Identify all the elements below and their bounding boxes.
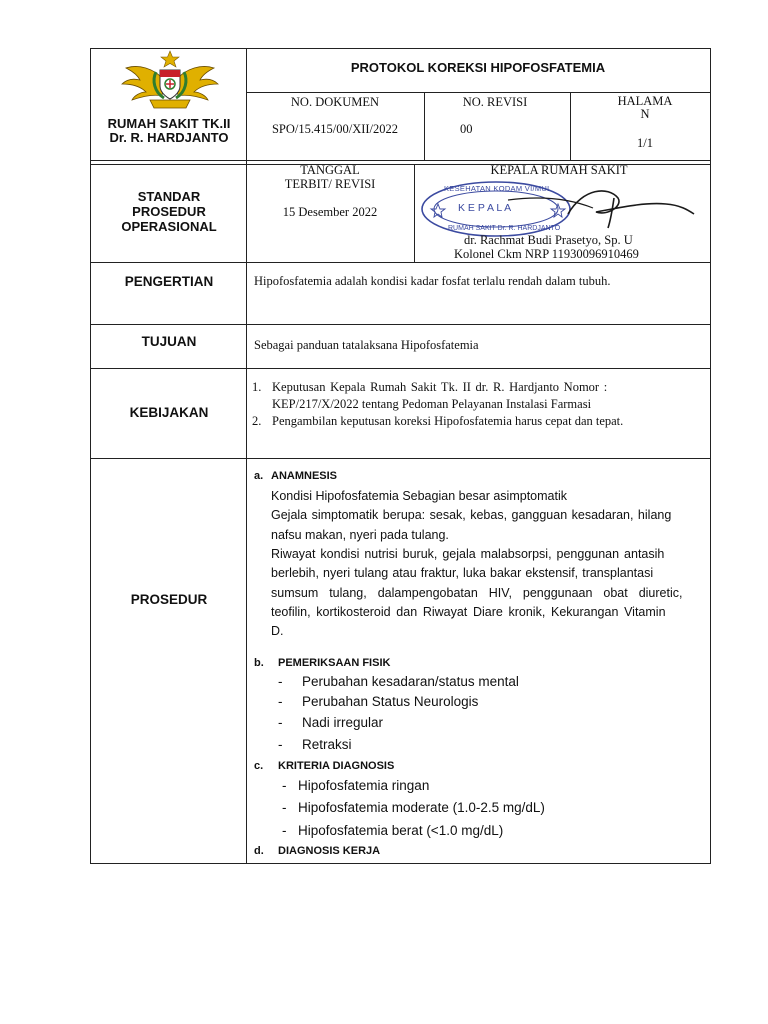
anamnesis-line-4: Riwayat kondisi nutrisi buruk, gejala malabsorpsi, penggunan antasih (271, 547, 665, 561)
anamnesis-letter: a. (254, 470, 264, 482)
anamnesis-line-5: berlebih, nyeri tulang atau fraktur, luka bakar ekstensif, transplantasi (271, 566, 654, 580)
anamnesis-line-8: D. (271, 624, 284, 638)
signer-rank: Kolonel Ckm NRP 11930096910469 (454, 247, 639, 261)
stamp-text-mid: K E P A L A (458, 202, 512, 214)
anamnesis-line-2: Gejala simptomatik berupa: sesak, kebas, gangguan kesadaran, hilang (271, 508, 672, 522)
halaman-label-2: N (640, 107, 650, 121)
halaman-label-1: HALAMA (617, 94, 673, 108)
anamnesis-line-7: teofilin, kortikosteroid dan Riwayat Diare kronik, Kekurangan Vitamin (271, 605, 666, 619)
kebijakan-label: KEBIJAKAN (129, 405, 209, 420)
anamnesis-line-6: sumsum tulang, dalampengobatan HIV, penggunaan obat diuretic, (271, 586, 683, 600)
kebijakan-item1-num: 1. (252, 380, 262, 394)
signer-name: dr. Rachmat Budi Prasetyo, Sp. U (464, 233, 633, 247)
tanggal-label-1: TANGGAL (300, 163, 360, 177)
no-dokumen-label: NO. DOKUMEN (290, 95, 380, 109)
diagnosis-kerja-letter: d. (254, 845, 264, 857)
kebijakan-item1-line1: Keputusan Kepala Rumah Sakit Tk. II dr. R. Hardjanto Nomor : (272, 380, 608, 394)
kebijakan-item2-num: 2. (252, 414, 262, 428)
anamnesis-line-3: nafsu makan, nyeri pada tulang. (271, 528, 449, 542)
no-revisi-label: NO. REVISI (462, 95, 528, 109)
kebijakan-item2-line1: Pengambilan keputusan koreksi Hipofosfatemia harus cepat dan tepat. (272, 414, 624, 428)
no-revisi-value: 00 (460, 122, 473, 136)
sop-label: STANDAR PROSEDUR OPERASIONAL (121, 189, 217, 234)
halaman-value: 1/1 (637, 136, 653, 150)
hospital-name: RUMAH SAKIT TK.II Dr. R. HARDJANTO (107, 116, 231, 145)
kriteria-title: KRITERIA DIAGNOSIS (278, 760, 395, 772)
kriteria-letter: c. (254, 760, 264, 772)
pengertian-label: PENGERTIAN (124, 274, 214, 289)
pemeriksaan-title: PEMERIKSAAN FISIK (278, 657, 391, 669)
tujuan-text: Sebagai panduan tatalaksana Hipofosfatemia (254, 338, 479, 352)
pengertian-text: Hipofosfatemia adalah kondisi kadar fosfat terlalu rendah dalam tubuh. (254, 274, 611, 288)
diagnosis-kerja-title: DIAGNOSIS KERJA (278, 845, 381, 857)
no-dokumen-value: SPO/15.415/00/XII/2022 (271, 122, 399, 136)
tanggal-label-2: TERBIT/ REVISI (284, 177, 376, 191)
anamnesis-line-1: Kondisi Hipofosfatemia Sebagian besar asimptomatik (271, 489, 567, 503)
prosedur-label: PROSEDUR (130, 592, 208, 607)
anamnesis-title: ANAMNESIS (271, 470, 338, 482)
hospital-logo (120, 50, 220, 115)
kebijakan-item1-line2: KEP/217/X/2022 tentang Pedoman Pelayanan Instalasi Farmasi (272, 397, 592, 411)
tujuan-label: TUJUAN (141, 334, 197, 349)
tanggal-value: 15 Desember 2022 (282, 205, 378, 219)
document-title: PROTOKOL KOREKSI HIPOFOSFATEMIA (350, 60, 606, 75)
kepala-label: KEPALA RUMAH SAKIT (490, 163, 628, 177)
stamp-text-bottom: RUMAH SAKIT Dr. R. HARDJANTO (448, 225, 561, 232)
pemeriksaan-letter: b. (254, 657, 264, 669)
stamp-text-top: KESEHATAN KODAM VI/MUL (444, 184, 552, 193)
